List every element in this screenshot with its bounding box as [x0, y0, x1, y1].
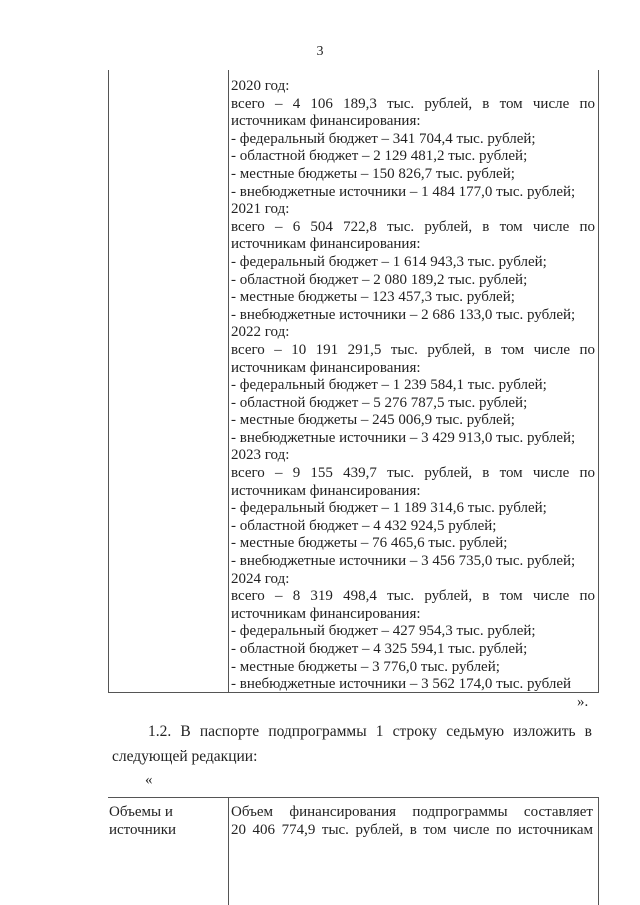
new-table-divider	[228, 797, 229, 905]
financing-line: - местные бюджеты – 3 776,0 тыс. рублей;	[231, 658, 500, 675]
paragraph-line-1: 1.2. В паспорте подпрограммы 1 строку седьмую изложить в	[148, 723, 592, 740]
new-row-label	[109, 803, 176, 839]
financing-line: 2021 год:	[231, 201, 290, 218]
new-row-value-line-1: Объем финансирования подпрограммы составляет	[231, 804, 593, 820]
financing-line: - федеральный бюджет – 1 239 584,1 тыс. рублей;	[231, 377, 547, 394]
new-row-value-line-2: 20 406 774,9 тыс. рублей, в том числе по источникам	[231, 822, 593, 838]
financing-line: всего – 6 504 722,8 тыс. рублей, в том числе по	[231, 218, 595, 235]
financing-line: - местные бюджеты – 76 465,6 тыс. рублей;	[231, 535, 508, 552]
financing-line: 2022 год:	[231, 324, 290, 341]
open-quote: «	[145, 772, 153, 788]
financing-line: - местные бюджеты – 245 006,9 тыс. рублей;	[231, 412, 515, 429]
financing-line: - областной бюджет – 4 325 594,1 тыс. рублей;	[231, 641, 528, 657]
financing-line: - внебюджетные источники – 1 484 177,0 тыс. рублей;	[231, 183, 576, 200]
financing-line: источникам финансирования:	[231, 482, 421, 499]
financing-line: всего – 10 191 291,5 тыс. рублей, в том числе по	[231, 341, 595, 358]
financing-line: 2024 год:	[231, 570, 290, 587]
financing-line: источникам финансирования:	[231, 605, 421, 622]
financing-line: источникам финансирования:	[231, 113, 421, 130]
financing-line: всего – 4 106 189,3 тыс. рублей, в том числе по	[231, 95, 595, 112]
new-row-label-line-2: источники	[109, 822, 177, 838]
table-column-divider	[228, 70, 229, 692]
financing-line: - местные бюджеты – 123 457,3 тыс. рублей;	[231, 289, 515, 306]
financing-line: всего – 9 155 439,7 тыс. рублей, в том числе по	[231, 465, 595, 482]
financing-line: - внебюджетные источники – 2 686 133,0 тыс. рублей;	[231, 306, 576, 323]
new-row-value	[231, 803, 593, 839]
close-quote: ».	[577, 694, 589, 710]
page-number: 3	[316, 44, 324, 59]
financing-line: - областной бюджет – 4 432 924,5 рублей;	[231, 517, 497, 534]
financing-cell	[231, 78, 595, 694]
new-row-label-line-1: Объемы и	[109, 804, 173, 820]
financing-line: 2023 год:	[231, 447, 290, 464]
table-right-border	[598, 70, 599, 692]
financing-line: - внебюджетные источники – 3 562 174,0 тыс. рублей	[231, 676, 572, 693]
financing-line: - областной бюджет – 5 276 787,5 тыс. рублей;	[231, 394, 528, 411]
financing-line: - областной бюджет – 2 080 189,2 тыс. рублей;	[231, 271, 528, 288]
financing-line: всего – 8 319 498,4 тыс. рублей, в том числе по	[231, 588, 595, 605]
financing-line: источникам финансирования:	[231, 359, 421, 376]
financing-line: - внебюджетные источники – 3 429 913,0 тыс. рублей;	[231, 429, 576, 446]
financing-line: - федеральный бюджет – 341 704,4 тыс. рублей;	[231, 130, 536, 147]
paragraph-line-2: следующей редакции:	[112, 748, 258, 765]
financing-line: 2020 год:	[231, 78, 290, 94]
new-table-top-border	[108, 797, 599, 798]
financing-line: - федеральный бюджет – 1 614 943,3 тыс. рублей;	[231, 253, 547, 270]
financing-line: - внебюджетные источники – 3 456 735,0 тыс. рублей;	[231, 553, 576, 570]
financing-line: - федеральный бюджет – 1 189 314,6 тыс. рублей;	[231, 500, 547, 517]
financing-line: источникам финансирования:	[231, 236, 421, 253]
financing-line: - областной бюджет – 2 129 481,2 тыс. рублей;	[231, 148, 528, 165]
financing-line: - местные бюджеты – 150 826,7 тыс. рублей;	[231, 165, 515, 182]
financing-line: - федеральный бюджет – 427 954,3 тыс. рублей;	[231, 623, 536, 640]
new-table-right-border	[598, 797, 599, 905]
table-left-border	[108, 70, 109, 692]
